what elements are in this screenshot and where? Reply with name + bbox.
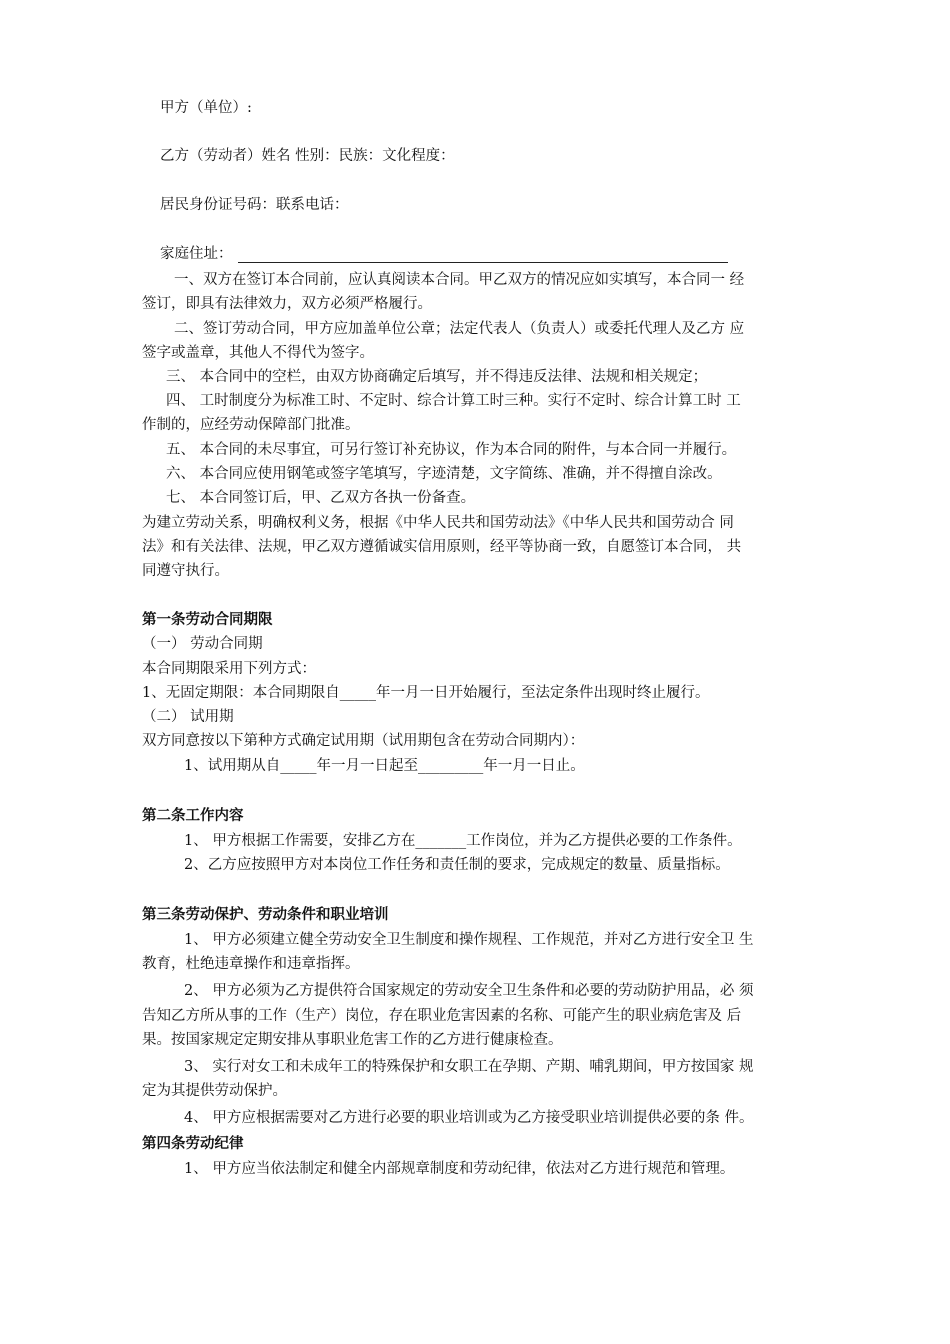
- article-3-item-2-line-1: 2、 甲方必须为乙方提供符合国家规定的劳动安全卫生条件和必要的劳动防护用品，必 须: [184, 983, 754, 999]
- note-3: 三、 本合同中的空栏，由双方协商确定后填写，并不得违反法律、法规和相关规定；: [166, 369, 708, 385]
- probation-item-1: 1、试用期从自_____年一月一日起至_________年一月一日止。: [184, 758, 585, 774]
- preamble-line-1: 为建立劳动关系，明确权利义务，根据《中华人民共和国劳动法》《中华人民共和国劳动合 同: [142, 515, 734, 531]
- article-2-item-2: 2、乙方应按照甲方对本岗位工作任务和责任制的要求，完成规定的数量、质量指标。: [184, 857, 730, 873]
- probation-intro: 双方同意按以下第种方式确定试用期（试用期包含在劳动合同期内）：: [142, 733, 585, 749]
- party-b-line: 乙方（劳动者）姓名 性别：民族：文化程度：: [160, 148, 455, 164]
- article-1-title: 第一条劳动合同期限: [142, 612, 273, 628]
- party-a-line: 甲方（单位）:: [160, 100, 252, 116]
- article-1-sub-1: （一） 劳动合同期: [142, 636, 263, 652]
- article-4-item-1: 1、 甲方应当依法制定和健全内部规章制度和劳动纪律，依法对乙方进行规范和管理。: [184, 1161, 735, 1177]
- note-4-line-1: 四、 工时制度分为标准工时、不定时、综合计算工时三种。实行不定时、综合计算工时 工: [166, 393, 741, 409]
- note-1-line-2: 签订，即具有法律效力，双方必须严格履行。: [142, 296, 432, 312]
- note-7: 七、 本合同签订后，甲、乙双方各执一份备查。: [166, 490, 476, 506]
- article-3-item-1-line-1: 1、 甲方必须建立健全劳动安全卫生制度和操作规程、工作规范，并对乙方进行安全卫 生: [184, 932, 754, 948]
- article-1-item-1: 1、无固定期限：本合同期限自_____年一月一日开始履行，至法定条件出现时终止履行。: [142, 685, 710, 701]
- article-3-item-3-line-1: 3、 实行对女工和未成年工的特殊保护和女职工在孕期、产期、哺乳期间，甲方按国家 规: [184, 1059, 754, 1075]
- note-6: 六、 本合同应使用钢笔或签字笔填写，字迹清楚，文字简练、准确，并不得擅自涂改。: [166, 466, 722, 482]
- note-2-line-1: 二、签订劳动合同，甲方应加盖单位公章；法定代表人（负责人）或委托代理人及乙方 应: [174, 321, 745, 337]
- preamble-line-3: 同遵守执行。: [142, 563, 229, 579]
- article-3-item-2-line-2: 告知乙方所从事的工作（生产）岗位，存在职业危害因素的名称、可能产生的职业病危害及 后: [142, 1008, 742, 1024]
- article-3-item-2-line-3: 果。按国家规定定期安排从事职业危害工作的乙方进行健康检查。: [142, 1032, 563, 1048]
- id-phone-line: 居民身份证号码：联系电话：: [160, 197, 349, 213]
- note-2-line-2: 签字或盖章，其他人不得代为签字。: [142, 345, 374, 361]
- article-3-title: 第三条劳动保护、劳动条件和职业培训: [142, 907, 389, 923]
- article-4-title: 第四条劳动纪律: [142, 1136, 244, 1152]
- article-2-item-1: 1、 甲方根据工作需要，安排乙方在_______工作岗位，并为乙方提供必要的工作条件。: [184, 833, 742, 849]
- note-1-line-1: 一、双方在签订本合同前，应认真阅读本合同。甲乙双方的情况应如实填写，本合同一 经: [174, 272, 745, 288]
- address-underline: [238, 262, 728, 263]
- article-1-sub-2: （二） 试用期: [142, 709, 234, 725]
- article-3-item-4: 4、 甲方应根据需要对乙方进行必要的职业培训或为乙方接受职业培训提供必要的条 件。: [184, 1110, 754, 1126]
- note-5: 五、 本合同的未尽事宜，可另行签订补充协议，作为本合同的附件，与本合同一并履行。: [166, 442, 737, 458]
- preamble-line-2: 法》和有关法律、法规，甲乙双方遵循诚实信用原则，经平等协商一致，自愿签订本合同， 共: [142, 539, 742, 555]
- article-3-item-1-line-2: 教育，杜绝违章操作和违章指挥。: [142, 956, 360, 972]
- address-label: 家庭住址：: [160, 246, 233, 262]
- article-3-item-3-line-2: 定为其提供劳动保护。: [142, 1083, 287, 1099]
- article-1-mode: 本合同期限采用下列方式：: [142, 661, 316, 677]
- article-2-title: 第二条工作内容: [142, 808, 244, 824]
- note-4-line-2: 作制的，应经劳动保障部门批准。: [142, 417, 360, 433]
